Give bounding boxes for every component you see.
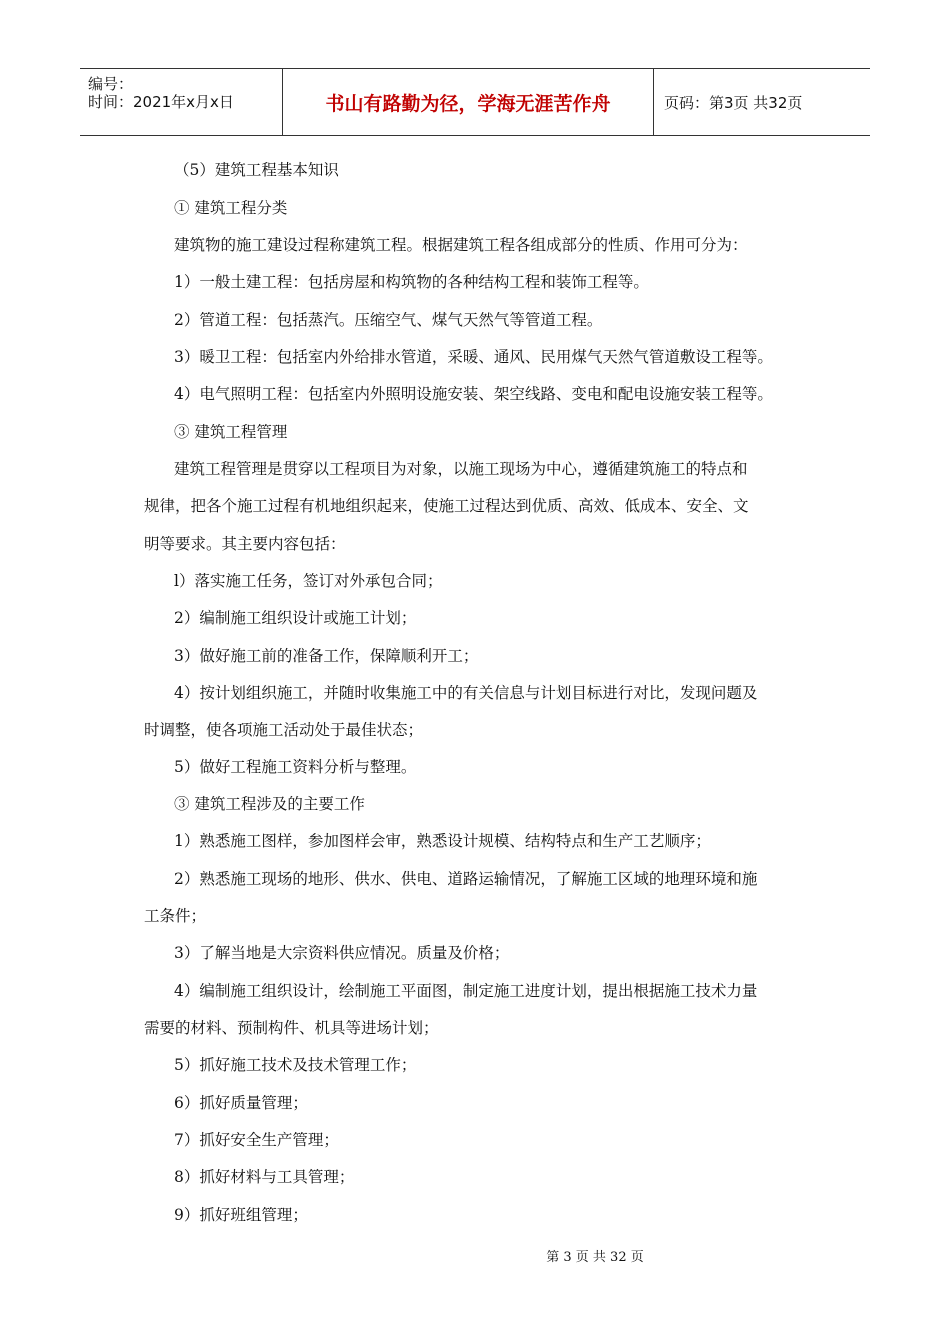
subsection-heading: ① 建筑工程分类 [174,199,288,217]
header-motto-cell [282,69,654,135]
list-item: 3）做好施工前的准备工作，保障顺利开工； [174,647,479,665]
list-item: 3）暖卫工程：包括室内外给排水管道，采暖、通风、民用煤气天然气管道敷设工程等。 [174,348,773,366]
list-item: 6）抓好质量管理； [174,1094,308,1112]
header-left-cell [80,69,282,135]
list-item: 1）一般土建工程：包括房屋和构筑物的各种结构工程和装饰工程等。 [174,273,649,291]
list-item: 2）熟悉施工现场的地形、供水、供电、道路运输情况，了解施工区域的地理环境和施 [174,870,758,888]
list-item: l）落实施工任务，签订对外承包合同； [174,572,443,590]
list-item: 4）按计划组织施工，并随时收集施工中的有关信息与计划目标进行对比，发现问题及 [174,684,758,702]
list-item: 4）编制施工组织设计，绘制施工平面图，制定施工进度计划，提出根据施工技术力量 [174,982,758,1000]
list-item: 7）抓好安全生产管理； [174,1131,339,1149]
list-item: 2）管道工程：包括蒸汽。压缩空气、煤气天然气等管道工程。 [174,311,603,329]
header-page-info: 页码：第3页 共32页 [664,93,803,112]
paragraph-line: 规律，把各个施工过程有机地组织起来，使施工过程达到优质、高效、低成本、安全、文 [144,497,749,515]
subsection-heading: ③ 建筑工程涉及的主要工作 [174,795,365,813]
paragraph-line: 明等要求。其主要内容包括： [144,535,346,553]
subsection-heading: ③ 建筑工程管理 [174,423,288,441]
document-date-label: 时间：2021年x月x日 [88,93,234,111]
list-item: 1）熟悉施工图样，参加图样会审，熟悉设计规模、结构特点和生产工艺顺序； [174,832,711,850]
page-header [80,68,870,136]
list-item-continuation: 时调整，使各项施工活动处于最佳状态； [144,721,424,739]
list-item: 8）抓好材料与工具管理； [174,1168,355,1186]
header-motto: 书山有路勤为径，学海无涯苦作舟 [325,92,611,115]
list-item: 5）做好工程施工资料分析与整理。 [174,758,417,776]
list-item: 4）电气照明工程：包括室内外照明设施安装、架空线路、变电和配电设施安装工程等。 [174,385,773,403]
paragraph-line: 建筑物的施工建设过程称建筑工程。根据建筑工程各组成部分的性质、作用可分为： [174,236,748,254]
list-item-continuation: 需要的材料、预制构件、机具等进场计划； [144,1019,439,1037]
list-item-continuation: 工条件； [144,907,207,925]
document-number-label: 编号： [88,75,134,93]
section-heading: （5）建筑工程基本知识 [174,161,339,179]
list-item: 9）抓好班组管理； [174,1206,308,1224]
paragraph-line: 建筑工程管理是贯穿以工程项目为对象，以施工现场为中心，遵循建筑施工的特点和 [174,460,748,478]
header-page-cell [654,69,870,135]
list-item: 5）抓好施工技术及技术管理工作； [174,1056,417,1074]
page-footer: 第 3 页 共 32 页 [546,1250,644,1265]
list-item: 2）编制施工组织设计或施工计划； [174,609,417,627]
list-item: 3）了解当地是大宗资料供应情况。质量及价格； [174,944,510,962]
